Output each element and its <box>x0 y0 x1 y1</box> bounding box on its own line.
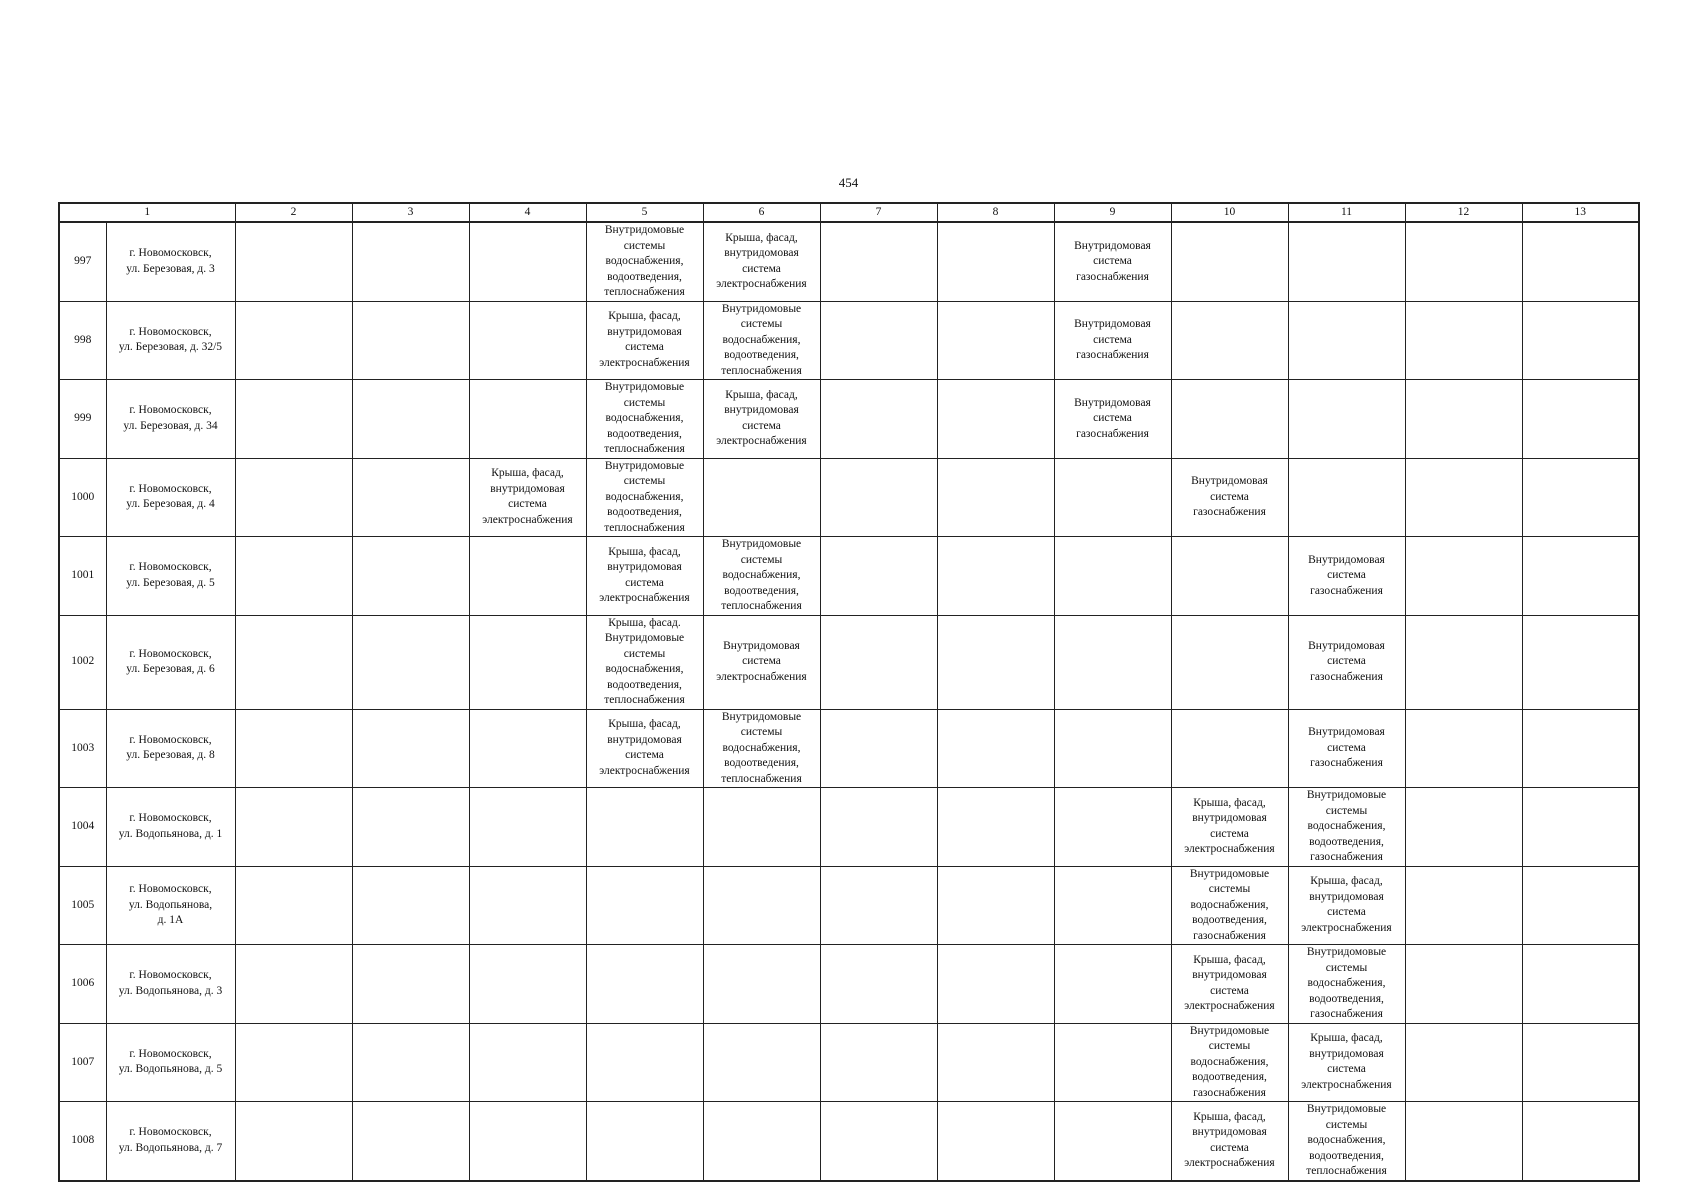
work-cell-col-6 <box>703 222 820 301</box>
work-cell-col-9 <box>1054 945 1171 1024</box>
row-number: 1002 <box>59 615 106 709</box>
work-cell-col-3 <box>352 301 469 380</box>
work-cell-col-10 <box>1171 945 1288 1024</box>
work-description: Внутридомовые системы водоснабжения, водоотведения, теплоснабжения <box>1306 1103 1387 1177</box>
row-number: 1000 <box>59 458 106 537</box>
table-row <box>59 537 1639 616</box>
work-cell-col-2 <box>235 945 352 1024</box>
work-cell-col-5 <box>586 788 703 867</box>
work-cell-col-11 <box>1288 945 1405 1024</box>
work-cell-col-10 <box>1171 301 1288 380</box>
work-description: Крыша, фасад, внутридомовая система электроснабжения <box>716 388 807 448</box>
work-cell-col-12 <box>1405 301 1522 380</box>
address-text: г. Новомосковск, ул. Березовая, д. 32/5 <box>118 325 223 354</box>
work-cell-col-3 <box>352 380 469 459</box>
work-cell-col-13 <box>1522 945 1639 1024</box>
work-description: Крыша, фасад, внутридомовая система электроснабжения <box>1184 1110 1275 1170</box>
work-cell-col-9 <box>1054 458 1171 537</box>
work-cell-col-11 <box>1288 458 1405 537</box>
address-text: г. Новомосковск, ул. Березовая, д. 5 <box>126 561 215 589</box>
work-cell-col-10 <box>1171 537 1288 616</box>
work-cell-col-8 <box>937 301 1054 380</box>
row-number: 1007 <box>59 1023 106 1102</box>
work-cell-col-13 <box>1522 1102 1639 1181</box>
work-cell-col-2 <box>235 458 352 537</box>
work-cell-col-3 <box>352 709 469 788</box>
work-cell-col-7 <box>820 1023 937 1102</box>
work-cell-col-13 <box>1522 537 1639 616</box>
work-description: Крыша, фасад, внутридомовая система электроснабжения <box>599 545 690 605</box>
work-cell-col-3 <box>352 866 469 945</box>
work-cell-col-8 <box>937 1023 1054 1102</box>
work-cell-col-12 <box>1405 945 1522 1024</box>
work-cell-col-12 <box>1405 1023 1522 1102</box>
work-cell-col-3 <box>352 222 469 301</box>
work-cell-col-2 <box>235 788 352 867</box>
address-cell <box>106 222 235 301</box>
work-cell-col-10 <box>1171 709 1288 788</box>
work-cell-col-3 <box>352 1023 469 1102</box>
work-cell-col-8 <box>937 222 1054 301</box>
work-cell-col-9 <box>1054 788 1171 867</box>
address-text: г. Новомосковск, ул. Березовая, д. 8 <box>126 733 215 762</box>
work-description: Крыша, фасад, внутридомовая система электроснабжения <box>1301 875 1392 934</box>
work-description: Крыша, фасад, внутридомовая система электроснабжения <box>482 467 573 526</box>
work-cell-col-5 <box>586 222 703 301</box>
work-cell-col-8 <box>937 709 1054 788</box>
work-cell-col-3 <box>352 788 469 867</box>
work-description: Крыша, фасад, внутридомовая система электроснабжения <box>1184 953 1275 1013</box>
work-cell-col-2 <box>235 222 352 301</box>
work-description: Внутридомовые системы водоснабжения, водоотведения, теплоснабжения <box>604 224 685 298</box>
address-cell <box>106 615 235 709</box>
work-cell-col-10 <box>1171 1102 1288 1181</box>
work-description: Крыша, фасад, внутридомовая система электроснабжения <box>1301 1032 1392 1091</box>
work-description: Крыша, фасад. Внутридомовые системы водоснабжения, водоотведения, теплоснабжения <box>604 616 685 706</box>
table-row <box>59 1102 1639 1181</box>
work-cell-col-9 <box>1054 866 1171 945</box>
work-description: Крыша, фасад, внутридомовая система электроснабжения <box>1184 796 1275 856</box>
work-cell-col-3 <box>352 945 469 1024</box>
work-cell-col-13 <box>1522 615 1639 709</box>
work-cell-col-8 <box>937 458 1054 537</box>
work-cell-col-5 <box>586 1023 703 1102</box>
row-number: 1005 <box>59 866 106 945</box>
work-cell-col-13 <box>1522 1023 1639 1102</box>
work-cell-col-11 <box>1288 380 1405 459</box>
work-cell-col-9 <box>1054 1023 1171 1102</box>
work-description: Внутридомовая система газоснабжения <box>1308 726 1385 769</box>
table-row <box>59 380 1639 459</box>
work-cell-col-12 <box>1405 615 1522 709</box>
work-cell-col-5 <box>586 709 703 788</box>
table-row <box>59 615 1639 709</box>
work-cell-col-13 <box>1522 458 1639 537</box>
work-cell-col-8 <box>937 380 1054 459</box>
work-description: Внутридомовая система газоснабжения <box>1074 318 1151 361</box>
work-description: Крыша, фасад, внутридомовая система электроснабжения <box>716 231 807 291</box>
work-cell-col-5 <box>586 945 703 1024</box>
work-cell-col-5 <box>586 380 703 459</box>
work-cell-col-3 <box>352 537 469 616</box>
work-cell-col-7 <box>820 945 937 1024</box>
work-description: Внутридомовая система газоснабжения <box>1074 396 1151 440</box>
work-description: Крыша, фасад, внутридомовая система электроснабжения <box>599 310 690 369</box>
work-cell-col-6 <box>703 537 820 616</box>
address-text: г. Новомосковск, ул. Водопьянова, д. 5 <box>118 1047 223 1076</box>
work-cell-col-12 <box>1405 380 1522 459</box>
work-cell-col-4 <box>469 458 586 537</box>
work-cell-col-7 <box>820 537 937 616</box>
work-cell-col-4 <box>469 380 586 459</box>
work-cell-col-2 <box>235 537 352 616</box>
work-cell-col-7 <box>820 866 937 945</box>
work-cell-col-9 <box>1054 709 1171 788</box>
row-number: 1008 <box>59 1102 106 1181</box>
work-cell-col-13 <box>1522 788 1639 867</box>
work-cell-col-8 <box>937 866 1054 945</box>
work-cell-col-11 <box>1288 301 1405 380</box>
work-description: Внутридомовые системы водоснабжения, водоотведения, газоснабжения <box>1306 789 1387 863</box>
work-description: Внутридомовая система газоснабжения <box>1191 475 1268 518</box>
address-text: г. Новомосковск, ул. Березовая, д. 34 <box>123 404 218 432</box>
address-cell <box>106 301 235 380</box>
work-cell-col-2 <box>235 866 352 945</box>
work-cell-col-2 <box>235 1102 352 1181</box>
work-cell-col-2 <box>235 1023 352 1102</box>
work-cell-col-7 <box>820 788 937 867</box>
table-row <box>59 866 1639 945</box>
column-header-3: 3 <box>352 203 469 222</box>
address-text: г. Новомосковск, ул. Березовая, д. 4 <box>126 482 215 511</box>
work-description: Внутридомовые системы водоснабжения, водоотведения, теплоснабжения <box>604 459 685 534</box>
column-header-11: 11 <box>1288 203 1405 222</box>
table-row <box>59 222 1639 301</box>
address-cell <box>106 380 235 459</box>
address-cell <box>106 1023 235 1102</box>
work-cell-col-10 <box>1171 458 1288 537</box>
work-cell-col-13 <box>1522 380 1639 459</box>
column-header-12: 12 <box>1405 203 1522 222</box>
work-cell-col-4 <box>469 709 586 788</box>
column-header-2: 2 <box>235 203 352 222</box>
table-row <box>59 301 1639 380</box>
work-cell-col-9 <box>1054 615 1171 709</box>
work-cell-col-6 <box>703 1102 820 1181</box>
work-cell-col-10 <box>1171 222 1288 301</box>
column-header-6: 6 <box>703 203 820 222</box>
work-description: Крыша, фасад, внутридомовая система электроснабжения <box>599 718 690 777</box>
table-row <box>59 788 1639 867</box>
work-cell-col-7 <box>820 1102 937 1181</box>
work-cell-col-3 <box>352 458 469 537</box>
work-cell-col-2 <box>235 380 352 459</box>
work-cell-col-9 <box>1054 301 1171 380</box>
work-cell-col-5 <box>586 866 703 945</box>
work-cell-col-7 <box>820 380 937 459</box>
address-cell <box>106 866 235 945</box>
work-cell-col-10 <box>1171 380 1288 459</box>
work-description: Внутридомовая система газоснабжения <box>1074 239 1151 283</box>
work-cell-col-8 <box>937 945 1054 1024</box>
table-row <box>59 709 1639 788</box>
address-text: г. Новомосковск, ул. Водопьянова, д. 7 <box>118 1126 223 1154</box>
work-description: Внутридомовая система газоснабжения <box>1308 639 1385 683</box>
work-cell-col-8 <box>937 788 1054 867</box>
page-number: 454 <box>838 175 859 190</box>
work-cell-col-11 <box>1288 866 1405 945</box>
work-cell-col-13 <box>1522 222 1639 301</box>
column-header-4: 4 <box>469 203 586 222</box>
row-number: 998 <box>59 301 106 380</box>
column-header-9: 9 <box>1054 203 1171 222</box>
address-text: г. Новомосковск, ул. Водопьянова, д. 3 <box>118 969 223 997</box>
work-cell-col-2 <box>235 709 352 788</box>
column-header-5: 5 <box>586 203 703 222</box>
work-cell-col-6 <box>703 945 820 1024</box>
table-body <box>59 222 1639 1181</box>
work-cell-col-12 <box>1405 458 1522 537</box>
work-description: Внутридомовые системы водоснабжения, водоотведения, теплоснабжения <box>604 381 685 455</box>
address-text: г. Новомосковск, ул. Березовая, д. 3 <box>126 247 215 275</box>
work-cell-col-5 <box>586 537 703 616</box>
work-cell-col-5 <box>586 301 703 380</box>
work-cell-col-7 <box>820 615 937 709</box>
work-cell-col-6 <box>703 380 820 459</box>
work-cell-col-9 <box>1054 380 1171 459</box>
work-cell-col-12 <box>1405 537 1522 616</box>
work-cell-col-8 <box>937 537 1054 616</box>
work-cell-col-11 <box>1288 788 1405 867</box>
work-cell-col-10 <box>1171 1023 1288 1102</box>
column-header-7: 7 <box>820 203 937 222</box>
work-cell-col-4 <box>469 1023 586 1102</box>
address-cell <box>106 945 235 1024</box>
work-cell-col-5 <box>586 1102 703 1181</box>
work-description: Внутридомовые системы водоснабжения, водоотведения, газоснабжения <box>1306 946 1387 1020</box>
table-row <box>59 458 1639 537</box>
work-cell-col-3 <box>352 1102 469 1181</box>
work-cell-col-9 <box>1054 1102 1171 1181</box>
address-cell <box>106 537 235 616</box>
address-text: г. Новомосковск, ул. Водопьянова, д. 1А <box>128 883 213 926</box>
work-cell-col-10 <box>1171 788 1288 867</box>
work-cell-col-11 <box>1288 709 1405 788</box>
work-cell-col-6 <box>703 301 820 380</box>
work-cell-col-12 <box>1405 222 1522 301</box>
work-cell-col-4 <box>469 1102 586 1181</box>
work-cell-col-6 <box>703 866 820 945</box>
work-description: Внутридомовая система газоснабжения <box>1308 553 1385 597</box>
work-cell-col-7 <box>820 222 937 301</box>
table-row <box>59 945 1639 1024</box>
work-description: Внутридомовая система электроснабжения <box>716 639 807 683</box>
work-cell-col-11 <box>1288 1023 1405 1102</box>
column-header-8: 8 <box>937 203 1054 222</box>
work-description: Внутридомовые системы водоснабжения, водоотведения, теплоснабжения <box>721 710 802 785</box>
row-number: 1006 <box>59 945 106 1024</box>
work-cell-col-12 <box>1405 788 1522 867</box>
work-description: Внутридомовые системы водоснабжения, водоотведения, газоснабжения <box>1189 1024 1270 1099</box>
repair-schedule-table <box>58 202 1640 1182</box>
address-cell <box>106 788 235 867</box>
address-cell <box>106 709 235 788</box>
table-row <box>59 1023 1639 1102</box>
column-number-row <box>59 203 1639 222</box>
work-cell-col-4 <box>469 537 586 616</box>
work-description: Внутридомовые системы водоснабжения, водоотведения, теплоснабжения <box>721 302 802 377</box>
row-number: 1001 <box>59 537 106 616</box>
work-cell-col-6 <box>703 709 820 788</box>
work-cell-col-11 <box>1288 222 1405 301</box>
work-cell-col-11 <box>1288 1102 1405 1181</box>
work-cell-col-9 <box>1054 222 1171 301</box>
row-number: 997 <box>59 222 106 301</box>
work-cell-col-13 <box>1522 709 1639 788</box>
column-header-1: 1 <box>59 203 235 222</box>
work-cell-col-3 <box>352 615 469 709</box>
row-number: 999 <box>59 380 106 459</box>
work-cell-col-4 <box>469 615 586 709</box>
work-cell-col-4 <box>469 788 586 867</box>
address-cell <box>106 1102 235 1181</box>
work-cell-col-6 <box>703 1023 820 1102</box>
work-cell-col-8 <box>937 1102 1054 1181</box>
work-cell-col-10 <box>1171 615 1288 709</box>
work-description: Внутридомовые системы водоснабжения, водоотведения, теплоснабжения <box>721 538 802 612</box>
work-cell-col-4 <box>469 222 586 301</box>
column-header-13: 13 <box>1522 203 1639 222</box>
work-cell-col-7 <box>820 301 937 380</box>
work-cell-col-4 <box>469 866 586 945</box>
work-cell-col-4 <box>469 945 586 1024</box>
work-cell-col-4 <box>469 301 586 380</box>
work-cell-col-5 <box>586 458 703 537</box>
work-cell-col-7 <box>820 458 937 537</box>
work-cell-col-11 <box>1288 615 1405 709</box>
address-text: г. Новомосковск, ул. Водопьянова, д. 1 <box>118 812 223 840</box>
work-cell-col-12 <box>1405 709 1522 788</box>
work-cell-col-7 <box>820 709 937 788</box>
work-cell-col-12 <box>1405 866 1522 945</box>
row-number: 1004 <box>59 788 106 867</box>
work-cell-col-6 <box>703 788 820 867</box>
work-cell-col-6 <box>703 615 820 709</box>
work-cell-col-2 <box>235 301 352 380</box>
work-cell-col-12 <box>1405 1102 1522 1181</box>
work-description: Внутридомовые системы водоснабжения, водоотведения, газоснабжения <box>1189 867 1270 942</box>
work-cell-col-13 <box>1522 866 1639 945</box>
column-header-10: 10 <box>1171 203 1288 222</box>
row-number: 1003 <box>59 709 106 788</box>
address-cell <box>106 458 235 537</box>
address-text: г. Новомосковск, ул. Березовая, д. 6 <box>126 647 215 675</box>
work-cell-col-5 <box>586 615 703 709</box>
work-cell-col-13 <box>1522 301 1639 380</box>
work-cell-col-2 <box>235 615 352 709</box>
work-cell-col-6 <box>703 458 820 537</box>
work-cell-col-9 <box>1054 537 1171 616</box>
work-cell-col-8 <box>937 615 1054 709</box>
work-cell-col-11 <box>1288 537 1405 616</box>
work-cell-col-10 <box>1171 866 1288 945</box>
